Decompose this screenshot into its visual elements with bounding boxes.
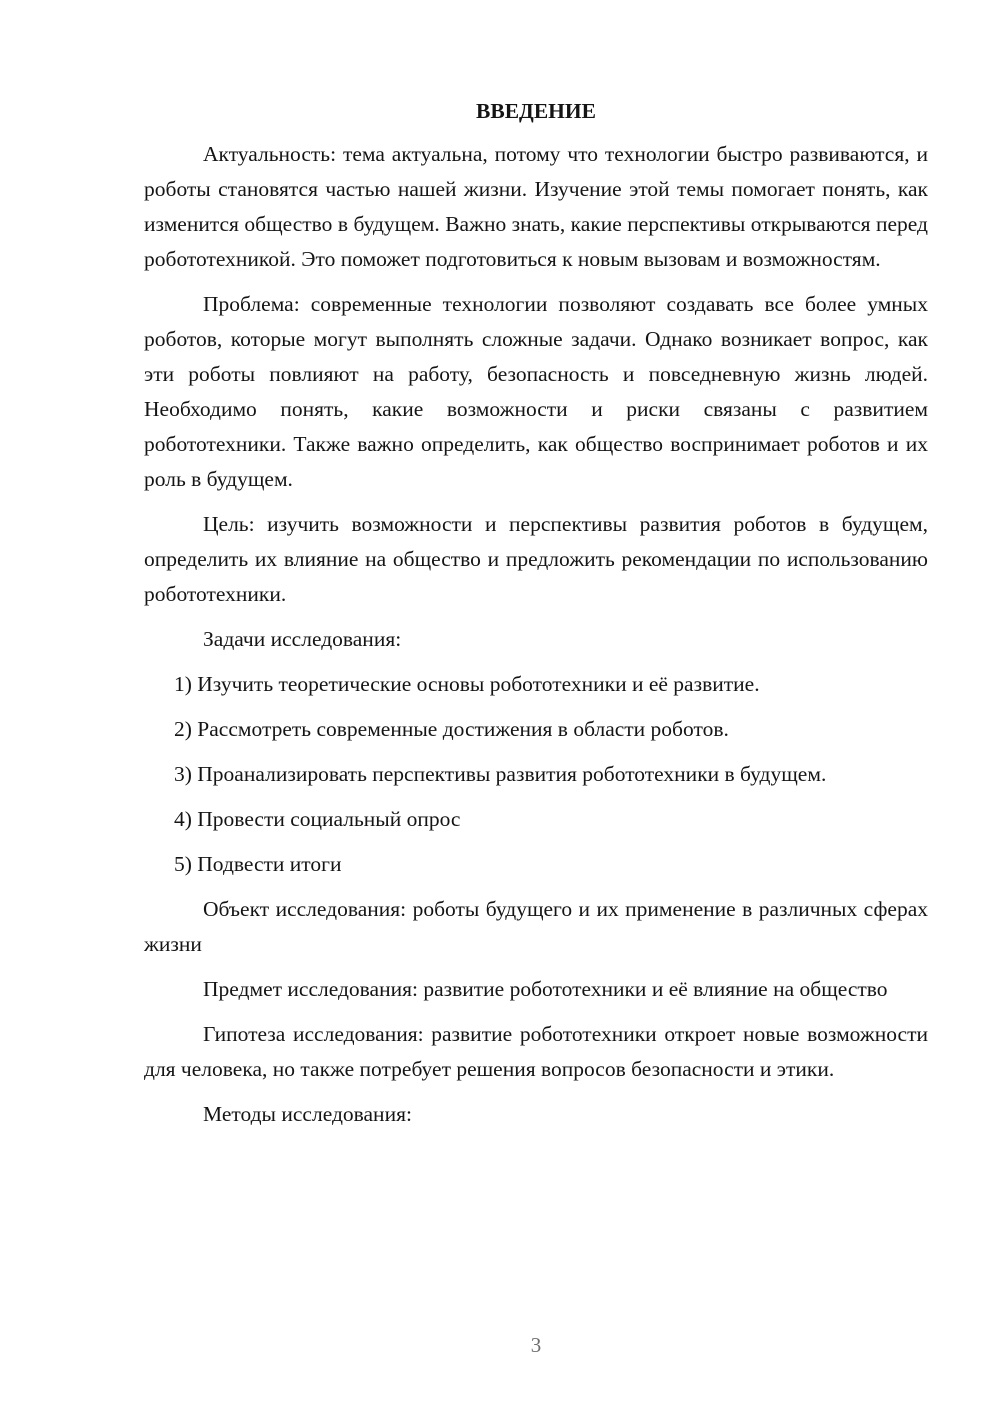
paragraph-goal: Цель: изучить возможности и перспективы развития роботов в будущем, определить их влияние на общество и предложить рекомендации по использованию робототехники. [144,512,928,606]
task-item-2: 2) Рассмотреть современные достижения в области роботов. [174,717,729,741]
page-content [144,94,928,1142]
task-item-4: 4) Провести социальный опрос [174,807,461,831]
task-item-1: 1) Изучить теоретические основы робототехники и её развитие. [174,672,760,696]
page-number: 3 [530,1333,542,1357]
paragraph-relevance: Актуальность: тема актуальна, потому что технологии быстро развиваются, и роботы становятся частью нашей жизни. Изучение этой темы помогает понять, как изменится общество в будущем. Важно знать, какие перспективы открываются перед робототехникой. Это поможет подготовиться к новым вызовам и возможностям. [144,142,928,271]
task-item-3: 3) Проанализировать перспективы развития робототехники в будущем. [174,762,827,786]
paragraph-methods: Методы исследования: [203,1102,412,1126]
paragraph-subject: Предмет исследования: развитие робототехники и её влияние на общество [203,977,888,1001]
paragraph-object: Объект исследования: роботы будущего и их применение в различных сферах жизни [144,897,928,956]
paragraph-hypothesis: Гипотеза исследования: развитие робототехники откроет новые возможности для человека, но также потребует решения вопросов безопасности и этики. [144,1022,928,1081]
paragraph-problem: Проблема: современные технологии позволяют создавать все более умных роботов, которые могут выполнять сложные задачи. Однако возникает вопрос, как эти роботы повлияют на работу, безопасность и повседневную жизнь людей. Необходимо понять, какие возможности и риски связаны с развитием робототехники. Также важно определить, как общество воспринимает роботов и их роль в будущем. [144,292,928,491]
task-item-5: 5) Подвести итоги [174,852,342,876]
paragraph-tasks-heading: Задачи исследования: [203,627,402,651]
section-title: ВВЕДЕНИЕ [476,99,596,123]
